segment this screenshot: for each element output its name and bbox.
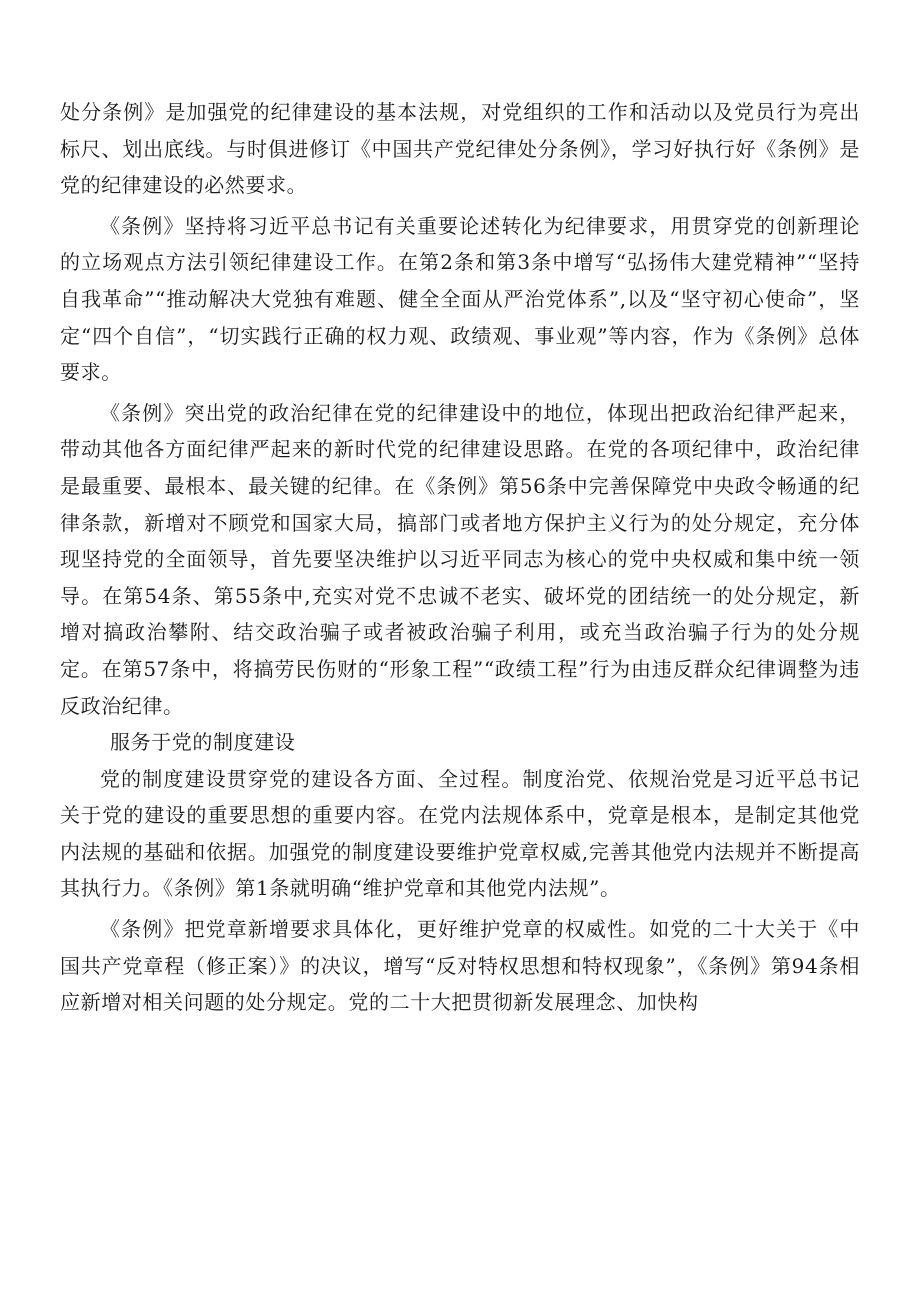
document-body bbox=[60, 94, 860, 1021]
paragraph-1: 处分条例》是加强党的纪律建设的基本法规，对党组织的工作和活动以及党员行为亮出标尺、划出底线。与时俱进修订《中国共产党纪律处分条例》，学习好执行好《条例》是党的纪律建设的必然要求。 bbox=[60, 100, 860, 198]
paragraph-2: 《条例》坚持将习近平总书记有关重要论述转化为纪律要求，用贯穿党的创新理论的立场观点方法引领纪律建设工作。在第2条和第3条中增写“弘扬伟大建党精神”“坚持自我革命”“推动解决大党独有难题、健全全面从严治党体系”,以及“坚守初心使命”，坚定“四个自信”，“切实践行正确的权力观、政绩观、事业观”等内容，作为《条例》总体要求。 bbox=[60, 213, 860, 385]
paragraph-4: 党的制度建设贯穿党的建设各方面、全过程。制度治党、依规治党是习近平总书记关于党的建设的重要思想的重要内容。在党内法规体系中，党章是根本，是制定其他党内法规的基础和依据。加强党的制度建设要维护党章权威,完善其他党内法规并不断提高其执行力。《条例》第1条就明确“维护党章和其他党内法规”。 bbox=[60, 766, 860, 901]
section-heading: 服务于党的制度建设 bbox=[110, 730, 296, 755]
paragraph-3: 《条例》突出党的政治纪律在党的纪律建设中的地位，体现出把政治纪律严起来，带动其他各方面纪律严起来的新时代党的纪律建设思路。在党的各项纪律中，政治纪律是最重要、最根本、最关键的纪律。在《条例》第56条中完善保障党中央政令畅通的纪律条款，新增对不顾党和国家大局，搞部门或者地方保护主义行为的处分规定，充分体现坚持党的全面领导，首先要坚决维护以习近平同志为核心的党中央权威和集中统一领导。在第54条、第55条中,充实对党不忠诚不老实、破坏党的团结统一的处分规定，新增对搞政治攀附、结交政治骗子或者被政治骗子利用，或充当政治骗子行为的处分规定。在第57条中，将搞劳民伤财的“形象工程”“政绩工程”行为由违反群众纪律调整为违反政治纪律。 bbox=[60, 400, 860, 718]
paragraph-5: 《条例》把党章新增要求具体化，更好维护党章的权威性。如党的二十大关于《中国共产党章程（修正案）》的决议，增写“反对特权思想和特权现象”，《条例》第94条相应新增对相关问题的处分规定。党的二十大把贯彻新发展理念、加快构 bbox=[60, 917, 860, 1015]
